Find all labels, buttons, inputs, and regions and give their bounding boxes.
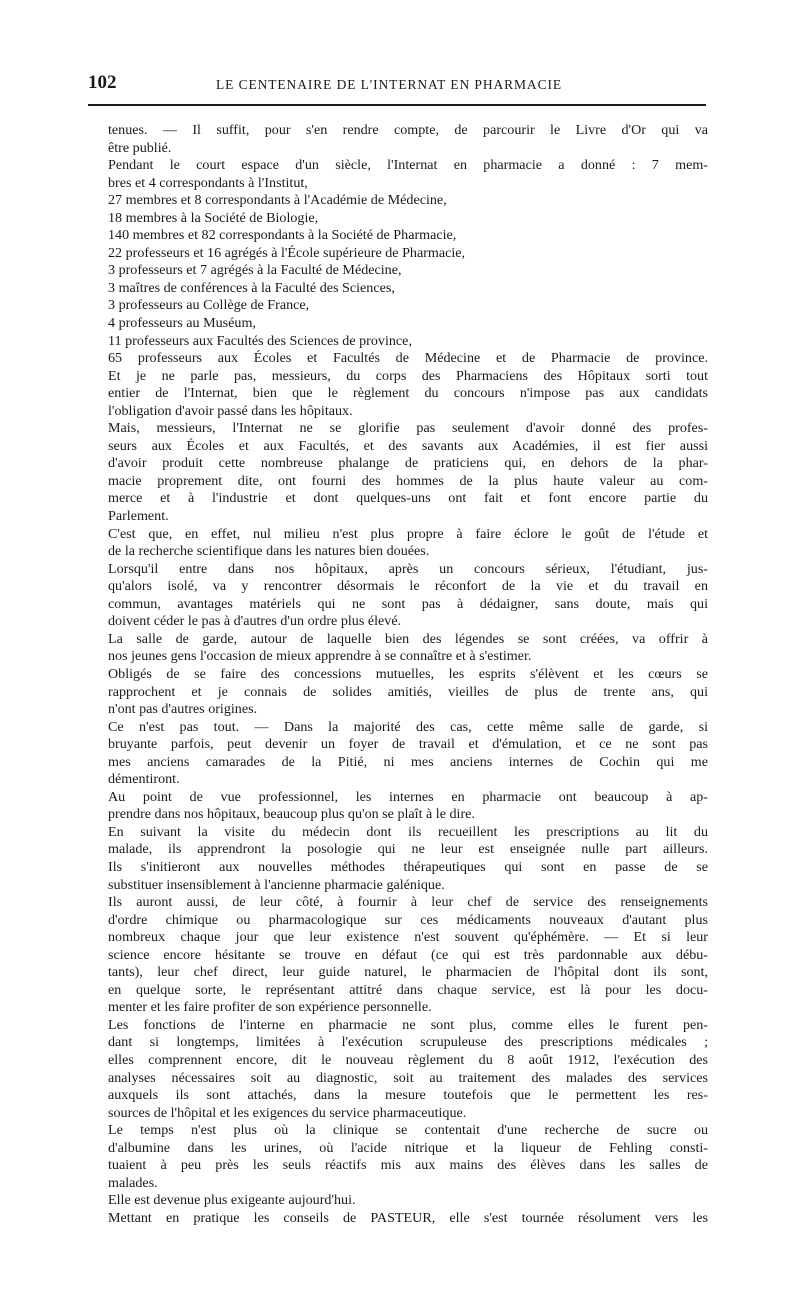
text-line: prendre dans nos hôpitaux, beaucoup plus qu'on se plaît à le dire. xyxy=(108,806,475,823)
text-line: 3 professeurs au Collège de France, xyxy=(108,297,310,314)
text-line: Mettant en pratique les conseils de PASTEUR, elle s'est tournée résolument vers les xyxy=(108,1209,708,1226)
text-line: mes anciens camarades de la Pitié, ni mes anciens internes de Cochin qui me xyxy=(108,753,708,770)
text-line: 140 membres et 82 correspondants à la Société de Pharmacie, xyxy=(108,227,457,244)
text-line: Au point de vue professionnel, les internes en pharmacie ont beaucoup à ap- xyxy=(108,788,708,805)
text-line: substituer insensiblement à l'ancienne pharmacie galénique. xyxy=(108,876,445,893)
text-line: qu'alors isolé, va y rencontrer désormais le réconfort de la vie et du travail en xyxy=(108,578,708,595)
page-header xyxy=(88,72,708,98)
text-line: macie proprement dite, ont fourni des hommes de la plus haute valeur au com- xyxy=(108,472,708,489)
text-line: l'obligation d'avoir passé dans les hôpitaux. xyxy=(108,402,353,419)
text-line: en quelque sorte, le représentant attitré dans chaque service, est là pour les docu- xyxy=(108,981,708,998)
text-line: sources de l'hôpital et les exigences du service pharmaceutique. xyxy=(108,1104,467,1121)
text-line: Les fonctions de l'interne en pharmacie ne sont plus, comme elles le furent pen- xyxy=(108,1016,708,1033)
header-rule xyxy=(88,104,706,106)
text-line: seurs aux Écoles et aux Facultés, et des savants aux Académies, il est fier aussi xyxy=(108,437,708,454)
text-line: merce et à l'industrie et dont quelques-uns ont fait et font encore partie du xyxy=(108,490,708,507)
text-line: être publié. xyxy=(108,139,172,156)
text-line: 3 maîtres de conférences à la Faculté des Sciences, xyxy=(108,279,395,296)
text-line: Le temps n'est plus où la clinique se contentait d'une recherche de sucre ou xyxy=(108,1122,708,1139)
text-line: doivent céder le pas à d'autres d'un ordre plus élevé. xyxy=(108,613,402,630)
text-line: Lorsqu'il entre dans nos hôpitaux, après un concours sérieux, l'étudiant, jus- xyxy=(108,560,708,577)
text-line: 4 professeurs au Muséum, xyxy=(108,315,256,332)
text-line: analyses nécessaires soit au diagnostic, soit au traitement des malades des services xyxy=(108,1069,708,1086)
running-title: LE CENTENAIRE DE L'INTERNAT EN PHARMACIE xyxy=(216,77,563,92)
text-line: menter et les faire profiter de son expérience personnelle. xyxy=(108,999,432,1016)
text-line: 22 professeurs et 16 agrégés à l'École supérieure de Pharmacie, xyxy=(108,244,466,261)
text-line: d'albumine dans les urines, où l'acide nitrique et la liqueur de Fehling consti- xyxy=(108,1139,708,1156)
text-line: 18 membres à la Société de Biologie, xyxy=(108,209,319,226)
text-line: nombreux chaque jour que leur existence n'est souvent qu'éphémère. — Et si leur xyxy=(108,929,708,946)
text-line: dant si longtemps, limitées à l'exécution scrupuleuse des prescriptions médicales ; xyxy=(108,1034,708,1051)
text-line: 11 professeurs aux Facultés des Sciences de province, xyxy=(108,332,412,349)
text-line: malade, ils apprendront la posologie qui ne leur est enseignée nulle part ailleurs. xyxy=(108,841,708,858)
text-line: bres et 4 correspondants à l'Institut, xyxy=(108,174,308,191)
text-line: 3 professeurs et 7 agrégés à la Faculté de Médecine, xyxy=(108,262,402,279)
text-line: Obligés de se faire des concessions mutuelles, les esprits s'élèvent et les cœurs se xyxy=(108,665,708,682)
text-line: C'est que, en effet, nul milieu n'est plus propre à faire éclore le goût de l'étude et xyxy=(108,525,708,542)
text-line: La salle de garde, autour de laquelle bien des légendes se sont créées, va offrir à xyxy=(108,630,708,647)
text-line: science encore hésitante se trouve en défaut (ce qui est très pardonnable aux débu- xyxy=(108,946,708,963)
text-line: malades. xyxy=(108,1174,158,1191)
text-line: tenues. — Il suffit, pour s'en rendre compte, de parcourir le Livre d'Or qui va xyxy=(108,122,708,138)
text-line: rapprochent et je connais de solides amitiés, vieilles de plus de trente ans, qui xyxy=(108,683,708,700)
text-line: d'ordre chimique ou pharmacologique sur ces médicaments nouveaux d'autant plus xyxy=(108,911,708,928)
text-line: En suivant la visite du médecin dont ils recueillent les prescriptions au lit du xyxy=(108,823,708,840)
text-line: Parlement. xyxy=(108,508,169,525)
body-text xyxy=(108,122,708,1227)
text-line: démentiront. xyxy=(108,771,180,788)
page-number: 102 xyxy=(88,72,117,93)
text-line: Mais, messieurs, l'Internat ne se glorifie pas seulement d'avoir donné des profes- xyxy=(108,420,708,437)
text-line: n'ont pas d'autres origines. xyxy=(108,701,258,718)
text-line: 27 membres et 8 correspondants à l'Académie de Médecine, xyxy=(108,192,447,209)
text-line: bruyante parfois, peut devenir un foyer de travail et d'émulation, et ce ne sont pas xyxy=(108,736,708,753)
text-line: tuaient à peu près les seuls réactifs mis aux mains des élèves dans les salles de xyxy=(108,1157,708,1174)
text-line: d'avoir produit cette nombreuse phalange de praticiens qui, en dehors de la phar- xyxy=(108,455,708,472)
text-line: Ils auront aussi, de leur côté, à fournir à leur chef de service des renseignements xyxy=(108,894,708,911)
text-line: 65 professeurs aux Écoles et Facultés de Médecine et de Pharmacie de province. xyxy=(108,350,708,367)
text-line: Et je ne parle pas, messieurs, du corps des Pharmaciens des Hôpitaux sorti tout xyxy=(108,367,708,384)
text-line: commun, avantages matériels qui ne sont pas à dédaigner, sans doute, mais qui xyxy=(108,595,708,612)
text-line: elles comprennent encore, dit le nouveau règlement du 8 août 1912, l'exécution des xyxy=(108,1051,708,1068)
text-line: Elle est devenue plus exigeante aujourd'hui. xyxy=(108,1192,356,1209)
text-line: Ce n'est pas tout. — Dans la majorité des cas, cette même salle de garde, si xyxy=(108,718,708,735)
text-line: Ils s'initieront aux nouvelles méthodes thérapeutiques qui sont en passe de se xyxy=(108,858,708,875)
text-line: Pendant le court espace d'un siècle, l'Internat en pharmacie a donné : 7 mem- xyxy=(108,157,708,174)
text-line: nos jeunes gens l'occasion de mieux apprendre à se connaître et à s'estimer. xyxy=(108,648,532,665)
text-line: tants), leur chef direct, leur guide naturel, le pharmacien de l'hôpital dont ils sont, xyxy=(108,964,708,981)
text-line: auxquels ils sont attachés, dans la mesure toutefois que le permettent les res- xyxy=(108,1087,708,1104)
text-line: entier de l'Internat, bien que le règlement du concours n'impose pas aux candidats xyxy=(108,385,708,402)
text-line: de la recherche scientifique dans les natures bien douées. xyxy=(108,543,430,560)
